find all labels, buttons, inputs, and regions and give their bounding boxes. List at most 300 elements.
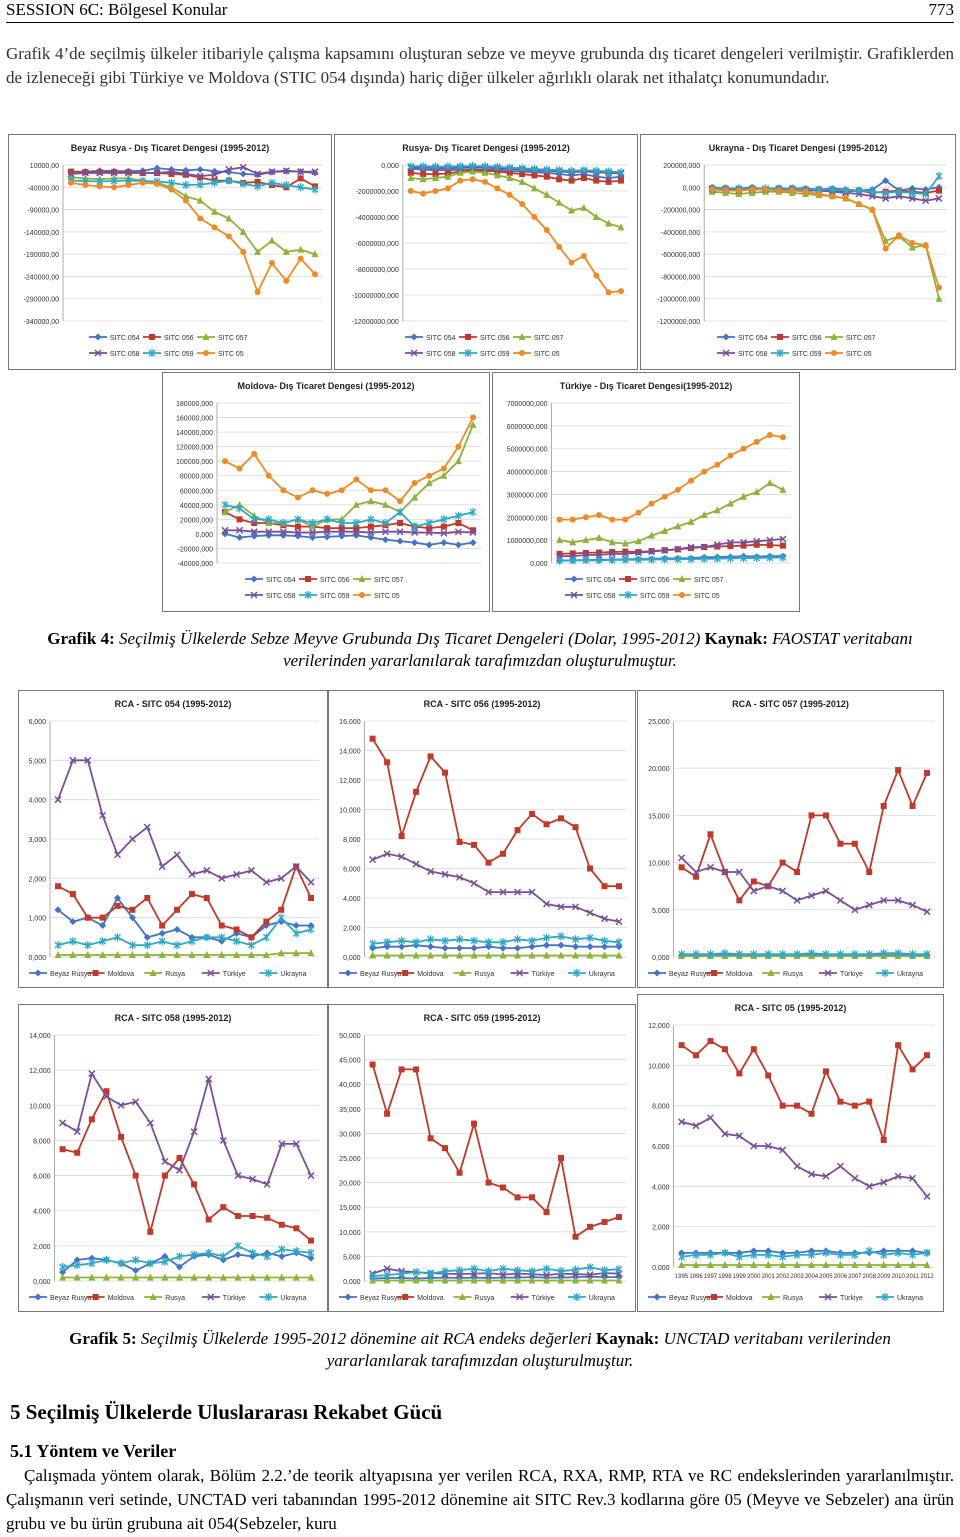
y-tick-label: -40000,00 [27,185,59,193]
data-point [240,170,247,177]
data-point [866,1099,872,1105]
data-point [558,1155,564,1161]
data-point [174,926,181,933]
legend-label: Türkiye [531,971,555,978]
legend-label: SITC 057 [846,335,876,342]
series-line [58,760,311,882]
data-point [572,943,579,950]
caption-source-label: Kaynak: [704,629,768,648]
data-point [441,465,447,471]
x-tick-label: 2007 [848,1274,862,1280]
y-tick-label: 5,000 [28,758,46,766]
data-point [125,182,131,188]
legend-label: SITC 054 [266,577,296,584]
legend-label: Rusya [783,1295,803,1302]
data-point [234,926,240,932]
data-point [399,833,405,839]
data-point [736,188,742,194]
chart-title: Ukrayna - Dış Ticaret Dengesi (1995-2012) [708,143,888,153]
data-point [622,517,628,523]
data-point [60,1120,66,1126]
data-point [556,176,562,182]
y-tick-label: -1200000,000 [656,319,701,326]
data-point [924,770,930,776]
data-point [279,1222,285,1228]
legend-label: Türkiye [222,1295,246,1302]
series-line [373,854,619,922]
y-tick-label: 4000000,000 [506,469,548,477]
y-tick-label: 10,000 [339,1229,361,1237]
series-line [411,179,621,292]
legend-marker [35,1294,42,1301]
y-tick-label: 35,000 [339,1106,361,1114]
data-point [722,1046,728,1052]
data-point [609,517,615,523]
data-point [278,1253,285,1260]
chart-title: RCA - SITC 059 (1995-2012) [423,1013,541,1023]
x-tick-label: 2006 [833,1274,848,1280]
y-tick-label: 20000,000 [179,517,213,525]
data-point [794,1103,800,1109]
data-point [606,179,612,185]
legend-marker [305,576,311,582]
y-tick-label: 0,000 [381,163,399,170]
data-point [293,922,300,929]
legend-label: SITC 059 [792,351,822,358]
page-number: 773 [928,0,954,19]
legend-label: Beyaz Rusya [360,1295,402,1302]
data-point [269,260,275,266]
data-point [471,945,478,952]
data-point [442,770,448,776]
chart-title: RCA - SITC 058 (1995-2012) [114,1013,232,1023]
data-point [486,860,492,866]
y-tick-label: 25,000 [648,719,670,726]
legend-label: SITC 056 [320,577,350,584]
data-point [471,842,477,848]
y-tick-label: 2,000 [652,1224,670,1232]
series-line [373,936,619,943]
data-point [250,1213,256,1219]
data-point [693,1052,699,1058]
y-tick-label: -8000000,000 [355,267,399,274]
y-tick-label: 0,000 [343,1279,361,1286]
data-point [189,891,195,897]
y-tick-label: 10,000 [29,1103,51,1111]
data-point [573,1234,579,1240]
legend-label: Rusya [474,1295,495,1302]
data-point [593,213,600,220]
chart-svg [329,691,635,987]
data-point [147,1229,153,1235]
data-point [829,193,835,199]
data-point [569,178,575,184]
data-point [581,175,587,181]
y-tick-label: 25,000 [339,1156,361,1163]
data-point [896,232,902,238]
data-point [569,260,575,266]
data-point [679,864,685,870]
y-tick-label: -290000,00 [23,296,59,304]
y-tick-label: 160000,000 [176,415,213,423]
legend-marker [777,334,783,340]
legend-label: Moldova [417,1295,444,1302]
data-point [382,536,389,543]
series-line [682,1041,927,1140]
series-line [560,483,783,544]
y-tick-label: -90000,00 [27,207,59,215]
data-point [191,1181,197,1187]
data-point [248,934,254,940]
x-tick-label: 2011 [906,1274,920,1280]
data-point [486,1180,492,1186]
chart-title: RCA - SITC 05 (1995-2012) [734,1003,847,1013]
data-point [924,1052,930,1058]
y-tick-label: 2,000 [343,925,361,933]
data-point [866,869,872,875]
series-line [682,858,927,912]
data-point [226,233,232,239]
data-point [910,803,916,809]
body-paragraph [6,1464,954,1536]
legend-label: SITC 056 [640,577,670,584]
chart-svg [9,135,331,369]
data-point [397,538,404,545]
data-point [751,1046,757,1052]
data-point [97,183,103,189]
y-tick-label: 2,000 [33,1243,51,1251]
data-point [587,866,593,872]
legend-marker [679,592,685,598]
y-tick-label: 10,000 [648,860,670,868]
data-point [308,879,314,885]
data-point [544,227,550,233]
y-tick-label: 200000,000 [663,163,701,170]
legend-marker [402,970,408,976]
data-point [445,185,451,191]
caption-label: Grafik 5: [69,1329,137,1348]
data-point [115,903,121,909]
data-point [543,942,550,949]
series-line [373,945,619,948]
y-tick-label: 15,000 [648,813,670,821]
data-point [197,166,204,173]
data-point [544,821,550,827]
data-point [455,444,461,450]
data-point [455,457,462,464]
data-point [852,1103,858,1109]
data-point [293,1225,299,1231]
data-point [70,891,76,897]
chart-panel [162,372,490,612]
chart-title: Türkiye - Dış Ticaret Dengesi(1995-2012) [559,381,733,391]
series-line [373,739,619,887]
figure-4-caption [20,628,940,672]
data-point [573,824,579,830]
data-point [428,753,434,759]
data-point [515,827,521,833]
legend-label: Moldova [726,1295,753,1302]
y-tick-label: 0,000 [33,1279,51,1286]
data-point [662,494,668,500]
series-line [682,953,927,954]
data-point [843,195,849,201]
data-point [168,187,174,193]
data-point [558,942,565,949]
legend-label: SITC 05 [534,351,560,358]
data-point [558,815,564,821]
data-point [399,1066,405,1072]
data-point [278,907,284,913]
data-point [298,256,304,262]
data-point [265,532,272,539]
y-tick-label: 16,000 [339,719,361,726]
legend-marker [251,576,258,583]
chart-panel [328,690,636,988]
data-point [587,943,594,950]
x-tick-label: 2004 [804,1274,819,1280]
chart-svg [19,691,327,987]
y-tick-label: 6000000,000 [506,423,548,431]
data-point [471,1121,477,1127]
data-point [280,532,287,539]
legend-marker [571,576,578,583]
data-point [457,178,463,184]
legend-label: Ukrayna [897,971,924,978]
data-point [310,487,316,493]
chart-svg [335,135,637,369]
y-tick-label: 40000,000 [179,502,213,510]
data-point [442,1145,448,1151]
data-point [280,487,286,493]
data-point [397,508,403,516]
legend-label: SITC 059 [164,351,194,358]
data-point [500,851,506,857]
data-point [531,214,537,220]
y-tick-label: -340000,00 [23,319,59,326]
y-tick-label: 3000000,000 [506,492,548,500]
y-tick-label: 3,000 [28,837,46,844]
data-point [455,541,462,548]
data-point [936,295,943,302]
data-point [852,1175,858,1181]
data-point [556,244,562,250]
data-point [754,439,760,445]
data-point [268,237,275,244]
y-tick-label: 45,000 [339,1057,361,1065]
data-point [368,524,374,530]
y-tick-label: 4,000 [28,797,46,805]
series-line [560,435,783,520]
legend-label: Beyaz Rusya [669,1295,711,1302]
legend-marker [402,1294,408,1300]
data-point [869,207,875,213]
x-tick-label: 2002 [775,1274,790,1280]
data-point [570,517,576,523]
legend-label: SITC 059 [640,593,670,600]
data-point [159,923,165,929]
data-point [741,446,747,452]
legend-marker [723,334,730,341]
data-point [384,759,390,765]
legend-marker [654,1294,661,1301]
y-tick-label: 2000000,000 [506,515,548,523]
data-point [74,1150,80,1156]
legend-label: SITC 054 [426,335,456,342]
data-point [397,520,403,526]
legend-label: SITC 054 [110,335,140,342]
data-point [519,201,525,207]
data-point [455,520,461,526]
data-point [433,188,439,194]
data-point [140,180,146,186]
legend-label: SITC 058 [426,351,456,358]
x-tick-label: 2008 [862,1274,876,1280]
y-tick-label: 10,000 [648,1063,670,1071]
data-point [707,1038,713,1044]
data-point [780,1103,786,1109]
chart-panel [640,134,956,370]
body-text: Çalışmada yöntem olarak, Bölüm 2.2.’de teorik altyapısına yer verilen RCA, RXA, RMP, RTA ve RC endekslerinden yararlanılmıştır. Çalışmanın veri setinde, UNCTAD veri tabanından 1995-2012 dönemine ait SITC Rev.3 kodlarına göre 05 (Meyve ve Sebzeler) ana ürün grubu ve bu ürün grubuna ait 054(Sebzeler, kuru [6,1466,954,1533]
data-point [596,512,602,518]
data-point [428,1135,434,1141]
y-tick-label: 14,000 [29,1033,51,1040]
data-point [368,487,374,493]
series-line [71,181,315,190]
caption-source: UNCTAD veritabanı verilerinden yararlanılarak tarafımızdan oluşturulmuştur. [326,1329,891,1370]
legend-marker [711,1294,717,1300]
y-tick-label: -140000,00 [23,229,59,237]
data-point [529,811,535,817]
data-point [649,501,655,507]
y-tick-label: 100000,000 [176,459,213,467]
data-point [470,176,476,182]
y-tick-label: 1,000 [28,915,46,923]
data-point [312,271,318,277]
data-point [413,861,419,867]
x-tick-label: 2012 [920,1274,934,1280]
data-point [751,878,757,884]
data-point [236,534,243,541]
data-point [837,841,843,847]
data-point [420,191,426,197]
y-tick-label: 6,000 [652,1144,670,1151]
x-tick-label: 2001 [761,1274,775,1280]
data-point [457,839,463,845]
series-line [712,190,939,288]
data-point [219,923,225,929]
data-point [100,915,106,921]
series-line [63,1074,311,1185]
data-point [133,1173,139,1179]
y-tick-label: 0,000 [343,955,361,962]
data-point [881,1137,887,1143]
legend-label: SITC 058 [110,351,140,358]
legend-label: SITC 057 [694,577,724,584]
subsection-heading: 5.1 Yöntem ve Veriler [10,1441,177,1461]
data-point [222,530,229,537]
legend-label: SITC 056 [480,335,510,342]
data-point [68,180,74,186]
data-point [55,883,61,889]
data-point [593,273,599,279]
intro-paragraph: Grafik 4’de seçilmiş ülkeler itibariyle çalışma kapsamını oluşturan sebze ve meyve grubunda dış ticaret dengeleri verilmiştir. Grafiklerden de izleneceği gibi Türkiye ve Moldova (STIC 054 dışında) hariç diğer ülkeler ağırlıklı olarak net ithalatçı konumundadır. [6,44,954,87]
series-line [712,192,939,299]
x-tick-label: 1997 [703,1274,718,1280]
legend-label: Rusya [474,971,495,978]
y-tick-label: -400000,000 [660,229,701,237]
data-point [426,541,433,548]
legend-label: SITC 05 [218,351,244,358]
data-point [413,789,419,795]
data-point [616,1214,622,1220]
series-line [58,898,311,941]
x-tick-label: 1998 [718,1274,732,1280]
data-point [411,539,418,546]
chart-panel [8,134,332,370]
y-tick-label: 8,000 [33,1138,51,1146]
chart-panel [328,1004,636,1312]
data-point [544,174,550,180]
x-tick-label: 1999 [732,1274,747,1280]
data-point [909,240,915,246]
y-tick-label: 6,000 [343,866,361,874]
data-point [883,246,889,252]
legend-label: SITC 057 [218,335,248,342]
data-point [99,922,106,929]
y-tick-label: 140000,000 [176,430,213,438]
y-tick-label: 2,000 [28,876,46,884]
y-tick-label: 5,000 [343,1254,361,1262]
y-tick-label: 120000,000 [176,444,213,452]
legend-marker [95,334,102,341]
data-point [440,539,447,546]
data-point [936,172,942,180]
data-point [852,841,858,847]
legend-label: Beyaz Rusya [360,971,402,978]
data-point [714,462,720,468]
data-point [794,869,800,875]
legend-label: SITC 05 [694,593,720,600]
y-tick-label: 1000000,000 [506,538,548,546]
chart-svg [493,373,799,611]
data-point [85,915,91,921]
data-point [923,242,929,248]
data-point [688,478,694,484]
legend-marker [345,970,352,977]
data-point [529,1194,535,1200]
data-point [413,1066,419,1072]
y-tick-label: 14,000 [339,748,361,756]
legend-label: Ukrayna [280,971,307,978]
data-point [675,487,681,493]
legend-label: Türkiye [840,971,863,978]
legend-label: Moldova [107,971,135,978]
data-point [89,1116,95,1122]
data-point [111,184,117,190]
data-point [397,498,403,504]
chart-svg [638,691,943,987]
section-heading: 5 Seçilmiş Ülkelerde Uluslararası Rekabet Gücü [10,1400,443,1424]
y-tick-label: 30,000 [339,1131,361,1139]
legend-marker [831,350,837,356]
data-point [500,1185,506,1191]
series-line [373,1065,619,1237]
data-point [183,198,189,204]
legend-label: SITC 057 [534,335,564,342]
series-line [682,1118,927,1197]
data-point [596,534,603,541]
